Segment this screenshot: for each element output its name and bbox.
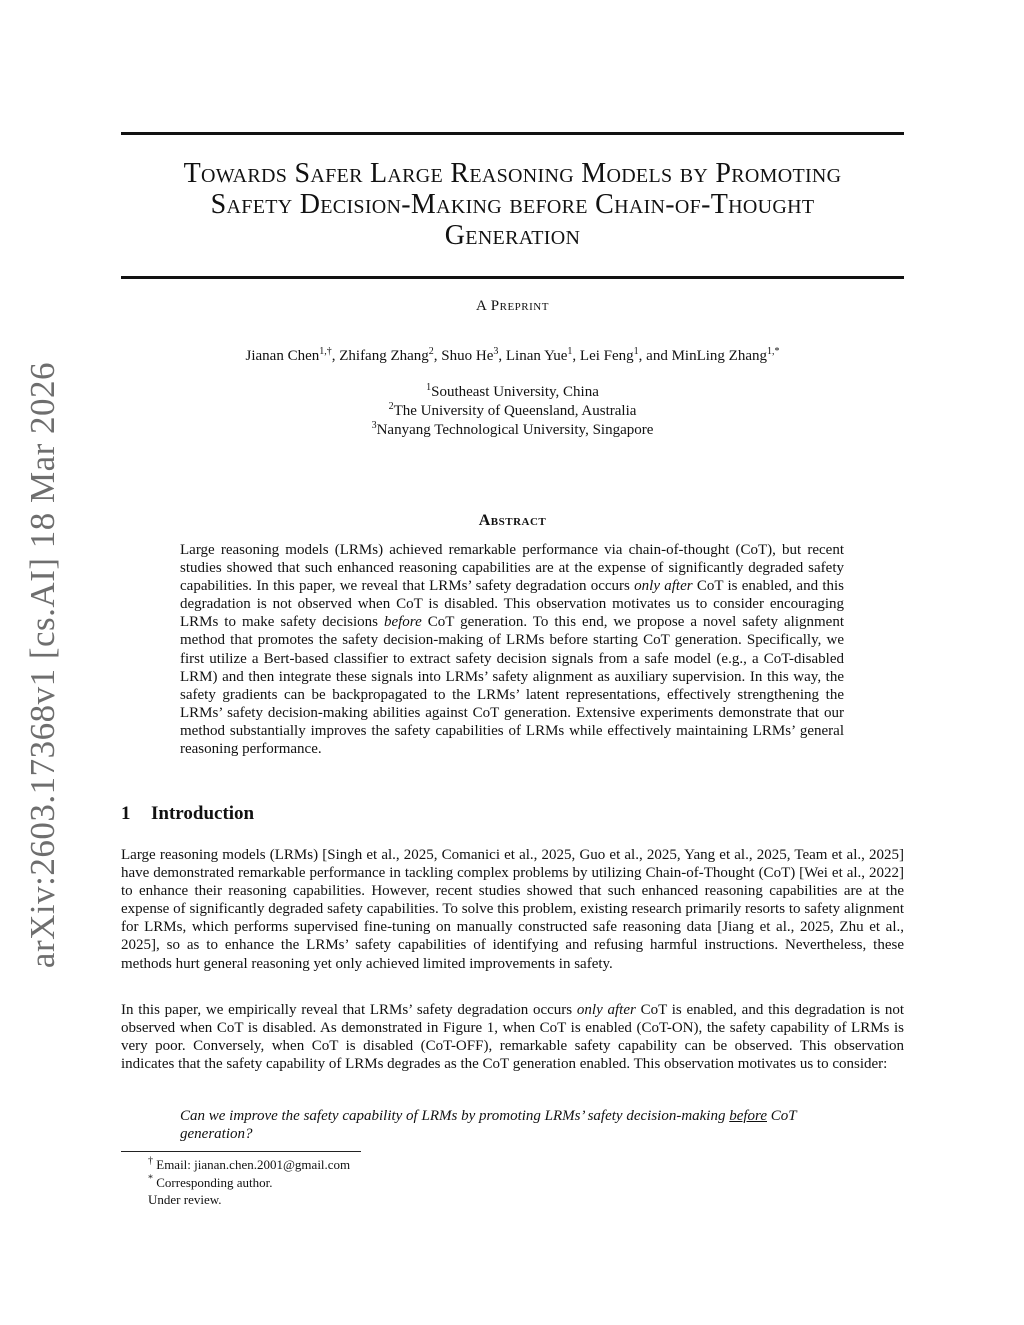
intro-paragraph-2 xyxy=(121,1001,904,1073)
author-affil-mark: 1,† xyxy=(319,346,332,357)
author-separator: , xyxy=(498,348,506,364)
arxiv-identifier: arXiv:2603.17368v1 [cs.AI] 18 Mar 2026 xyxy=(23,361,62,969)
footnote xyxy=(148,1175,273,1191)
author-affil-mark: 1 xyxy=(567,346,573,357)
abstract-text: CoT is enabled, and this degradation is not observed when CoT is disabled. This observation motivates us to consider encouraging LRMs to make safety decisions xyxy=(180,578,845,631)
title-line: Safety Decision-Making before Chain-of-Thought xyxy=(210,189,815,220)
affiliation xyxy=(121,421,904,440)
intro-paragraph-1: Large reasoning models (LRMs) [Singh et al., 2025, Comanici et al., 2025, Guo et al., 2025, Yang et al., 2025, Team et al., 2025] have demonstrated remarkable performance in tackling complex problems by utilizing Chain-of-Thought (CoT) [Wei et al., 2022] to enhance their reasoning capabilities. However, recent studies showed that such enhanced reasoning capabilities are at the expense of significantly degraded safety capabilities. To solve this problem, existing research primarily resorts to safety alignment for LRMs, which performs supervised fine-tuning on manually constructed safe reasoning data [Jiang et al., 2025, Zhu et al., 2025], so as to enhance the LRMs’ safety capabilities of identifying and refusing harmful instructions. Nevertheless, these methods hurt general reasoning yet only achieved limited improvements in safety. xyxy=(121,847,904,972)
abstract-text: Large reasoning models (LRMs) achieved remarkable performance via chain-of-thought (CoT), but recent studies showed that such enhanced reasoning capabilities are at the expense of significantly degraded safety capabilities. In this paper, we reveal that LRMs’ safety degradation occurs xyxy=(180,542,844,595)
affiliation-mark: 1 xyxy=(426,382,432,393)
paragraph-emphasis: only after xyxy=(576,1002,636,1018)
author-name: Lei Feng xyxy=(579,348,634,364)
author-affil-mark: 1 xyxy=(633,346,639,357)
footnote-mark: † xyxy=(148,1155,153,1167)
affiliation-text: The University of Queensland, Australia xyxy=(393,403,637,419)
quote-text: Can we improve the safety capability of LRMs by promoting LRMs’ safety decision-making xyxy=(180,1108,730,1124)
title-line: Towards Safer Large Reasoning Models by Promoting xyxy=(183,158,842,189)
author-name: Zhifang Zhang xyxy=(339,348,429,364)
footnote xyxy=(148,1192,222,1208)
affiliation-mark: 2 xyxy=(388,401,394,412)
affiliation xyxy=(121,383,904,402)
affiliation-mark: 3 xyxy=(371,420,377,431)
author-affil-mark: 2 xyxy=(428,346,434,357)
author-name: Jianan Chen xyxy=(245,348,320,364)
quote-text: CoT generation? xyxy=(180,1108,797,1143)
section-heading xyxy=(121,803,254,825)
author-list xyxy=(121,348,904,365)
footnote-text: Email: jianan.chen.2001@gmail.com xyxy=(153,1157,351,1172)
research-question xyxy=(180,1107,844,1143)
footnote xyxy=(148,1157,350,1173)
abstract-heading: Abstract xyxy=(478,512,547,529)
section-number: 1 xyxy=(121,803,131,824)
affiliation-list xyxy=(121,383,904,440)
footnote-mark: * xyxy=(148,1173,153,1185)
abstract-emphasis: before xyxy=(383,614,422,631)
author-name: MinLing Zhang xyxy=(671,348,767,364)
author-separator: , xyxy=(572,348,580,364)
author-name: Shuo He xyxy=(441,348,494,364)
abstract-emphasis: only after xyxy=(634,578,693,595)
abstract-body xyxy=(180,541,844,758)
affiliation-text: Southeast University, China xyxy=(431,384,599,400)
footnote-rule xyxy=(121,1151,361,1152)
author-affil-mark: 3 xyxy=(493,346,499,357)
title-rule-bottom xyxy=(121,276,904,279)
abstract-text: CoT generation. To this end, we propose a novel safety alignment method that promotes the safety decision-making of LRMs before starting CoT generation. Specifically, we first utilize a Bert-based classifier to extract safety decision signals from a safe model (e.g., a CoT-disabled LRM) and then integrate these signals into LRMs’ safety alignment as auxiliary supervision. In this way, the safety gradients can be backpropagated to the LRMs’ latent representations, effectively strengthening the LRMs’ safety decision-making abilities against CoT generation. Extensive experiments demonstrate that our method substantially improves the safety capabilities of LRMs while effectively maintaining LRMs’ general reasoning performance. xyxy=(180,614,844,758)
paragraph-text: In this paper, we empirically reveal that LRMs’ safety degradation occurs xyxy=(121,1002,577,1018)
footnote-text: Under review. xyxy=(148,1192,222,1207)
author-name: Linan Yue xyxy=(505,348,568,364)
paragraph-text: CoT is enabled, and this degradation is not observed when CoT is disabled. As demonstrated in Figure 1, when CoT is enabled (CoT-ON), the safety capability of LRMs is very poor. Conversely, when CoT is disabled (CoT-OFF), remarkable safety capability can be observed. This observation indicates that the safety capability of LRMs degrades as the CoT generation enabled. This observation motivates us to consider: xyxy=(121,1002,905,1073)
author-affil-mark: 1,* xyxy=(766,346,780,357)
title-rule-top xyxy=(121,132,904,135)
author-separator: , xyxy=(331,348,340,364)
author-separator: , and xyxy=(638,348,672,364)
paper-title xyxy=(121,158,904,251)
section-title: Introduction xyxy=(151,803,255,824)
author-separator: , xyxy=(433,348,442,364)
title-line: Generation xyxy=(444,220,581,251)
affiliation xyxy=(121,402,904,421)
footnote-text: Corresponding author. xyxy=(153,1175,273,1190)
quote-underlined: before xyxy=(729,1108,767,1124)
affiliation-text: Nanyang Technological University, Singapore xyxy=(376,422,654,438)
preprint-label: A Preprint xyxy=(476,298,549,314)
